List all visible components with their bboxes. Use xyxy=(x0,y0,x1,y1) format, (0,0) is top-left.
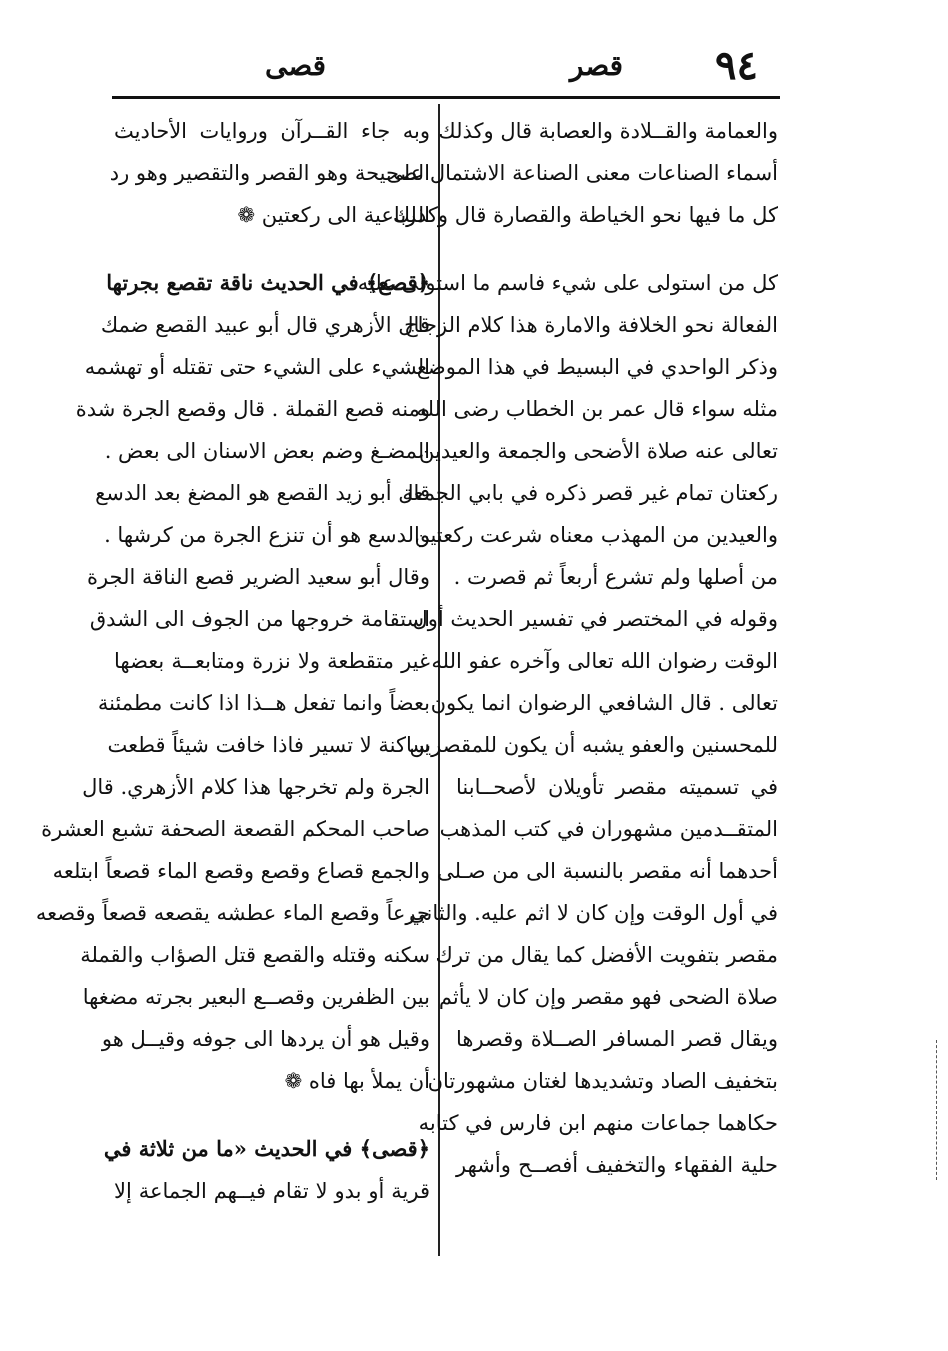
text-line: والدسع هو أن تنزع الجرة من كرشها . xyxy=(104,523,430,547)
text-line: الرباعية الى ركعتين ❁ xyxy=(237,203,430,227)
text-line: ومنه قصع القملة . قال وقصع الجرة شدة xyxy=(75,397,430,421)
text-line: كل من استولى على شيء فاسم ما استولى عليه xyxy=(357,271,778,295)
text-line: بعضاً وانما تفعل هــذا اذا كانت مطمئنة xyxy=(97,691,430,715)
left-column xyxy=(35,110,430,1212)
text-line: استقامة خروجها من الجوف الى الشدق xyxy=(89,607,430,631)
text-line: الفعالة نحو الخلافة والامارة هذا كلام الزجاج xyxy=(404,313,778,337)
text-line: جرعاً وقصع الماء عطشه يقصعه قصعاً وقصعه xyxy=(35,901,430,925)
header-rule xyxy=(112,96,780,99)
text-line: تعالى . قال الشافعي الرضوان انما يكون xyxy=(430,691,778,715)
text-line: أحدهما أنه مقصر بالنسبة الى من صـلى xyxy=(437,859,778,883)
text-line: بين الظفرين وقصــع البعير بجرته مضغها xyxy=(82,985,430,1009)
text-line: والعمامة والقــلادة والعصابة قال وكذلك xyxy=(438,119,778,143)
text-line: مثله سواء قال عمر بن الخطاب رضى الله xyxy=(416,397,778,421)
text-line: صلاة الضحى فهو مقصر وإن كان لا يأثم xyxy=(438,985,778,1009)
text-line: في تسميته مقصر تأويلان لأصحــابنا xyxy=(456,775,778,799)
text-line: ساكنة لا تسير فاذا خافت شيئاً قطعت xyxy=(107,733,430,757)
text-line: والجمع قصاع وقصع وقصع الماء قصعاً ابتلعه xyxy=(52,859,430,883)
text-line: حلية الفقهاء والتخفيف أفصــح وأشهر xyxy=(456,1153,778,1177)
text-line: الصحيحة وهو القصر والتقصير وهو رد xyxy=(109,161,430,185)
text-line: الوقت رضوان الله تعالى وآخره عفو الله xyxy=(431,649,778,673)
entry-qasa-line: ﴿قصى﴾ في الحديث «ما من ثلاثة في xyxy=(103,1136,430,1161)
text-line: وقال أبو سعيد الضرير قصع الناقة الجرة xyxy=(86,565,430,589)
running-head-left: قصى xyxy=(265,49,327,82)
text-line: حكاهما جماعات منهم ابن فارس في كتابه xyxy=(418,1111,778,1135)
text-line: قال الأزهري قال أبو عبيد القصع ضمك xyxy=(100,313,430,337)
text-line: وبه جاء القــرآن وروايات الأحاديث xyxy=(114,119,430,143)
text-line: كل ما فيها نحو الخياطة والقصارة قال وكذلك xyxy=(392,203,778,227)
text-line: المضـغ وضم بعض الاسنان الى بعض . xyxy=(104,439,430,463)
text-line: أن يملأ بها فاه ❁ xyxy=(284,1069,430,1093)
text-line: أسماء الصناعات معنى الصناعة الاشتمال على xyxy=(386,161,778,185)
running-head-right: قصر xyxy=(569,49,623,82)
text-line: صاحب المحكم القصعة الصحفة تشبع العشرة xyxy=(41,817,430,841)
text-line: للمحسنين والعفو يشبه أن يكون للمقصرين xyxy=(409,733,778,757)
text-line: ويقال قصر المسافر الصــلاة وقصرها xyxy=(456,1027,778,1051)
text-line: ركعتان تمام غير قصر ذكره في بابي الجمعة xyxy=(402,481,778,505)
scan-edge-mark xyxy=(936,1040,937,1180)
text-line: الشيء على الشيء حتى تقتله أو تهشمه xyxy=(84,355,430,379)
text-line: المتقــدمين مشهوران في كتب المذهب xyxy=(439,817,778,841)
text-line: سكنه وقتله والقصع قتل الصؤاب والقملة xyxy=(80,943,430,967)
text-line: الجرة ولم تخرجها هذا كلام الأزهري. قال xyxy=(82,775,430,799)
text-line: قال أبو زيد القصع هو المضغ بعد الدسع xyxy=(95,481,430,505)
text-line: وذكر الواحدي في البسيط في هذا الموضع xyxy=(416,355,778,379)
text-line: قرية أو بدو لا تقام فيــهم الجماعة إلا xyxy=(114,1179,430,1203)
page-number: ٩٤ xyxy=(715,42,758,89)
text-line: وقوله في المختصر في تفسير الحديث أول xyxy=(412,607,778,631)
text-line: في أول الوقت وإن كان لا اثم عليه. والثاني xyxy=(409,901,778,925)
text-line: والعيدين من المهذب معناه شرعت ركعتين xyxy=(414,523,778,547)
entry-qas-line: ﴿قصع﴾ في الحديث ناقة تقصع بجرتها xyxy=(106,270,430,295)
text-line: وقيل هو أن يردها الى جوفه وقيــل هو xyxy=(101,1027,430,1051)
text-line: من أصلها ولم تشرع أربعاً ثم قصرت . xyxy=(453,565,778,589)
text-line: مقصر بتفويت الأفضل كما يقال من ترك xyxy=(435,943,778,967)
text-line: بتخفيف الصاد وتشديدها لغتان مشهورتان xyxy=(427,1069,778,1093)
text-line: تعالى عنه صلاة الأضحى والجمعة والعيدين xyxy=(419,439,778,463)
text-line: غير متقطعة ولا نزرة ومتابعــة بعضها xyxy=(114,649,430,673)
